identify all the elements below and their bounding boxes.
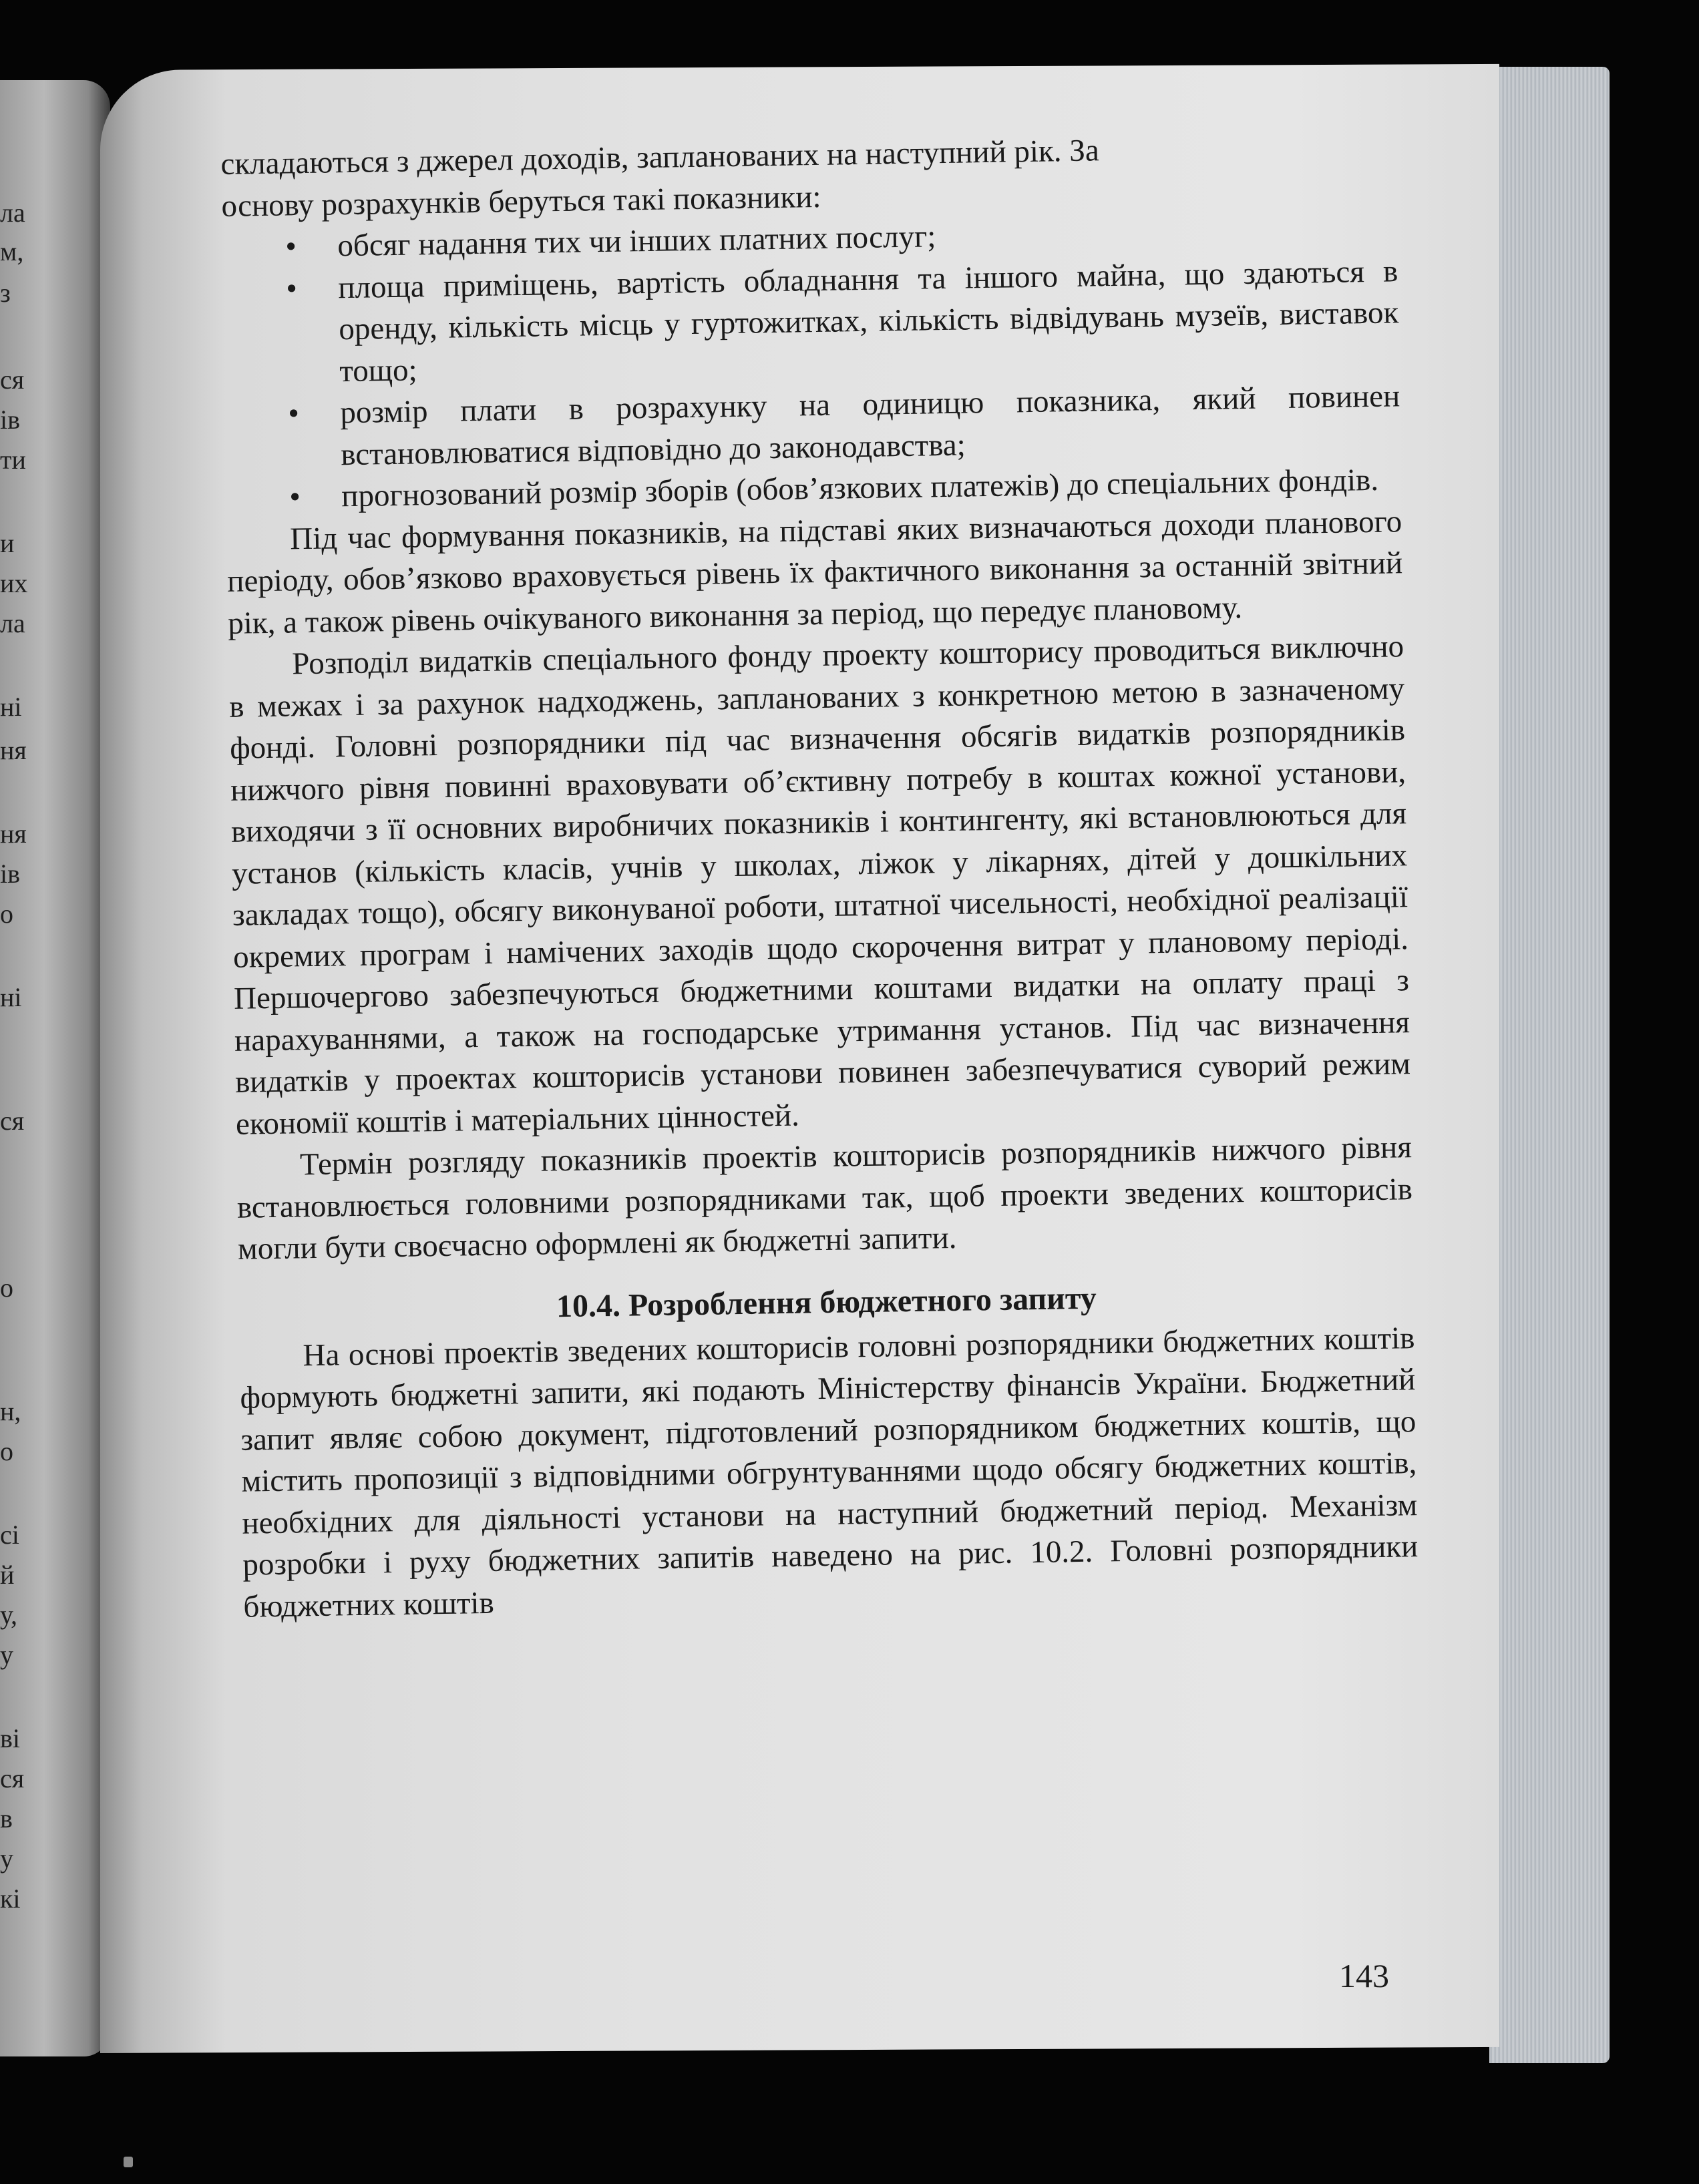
left-fragment: ні — [0, 982, 22, 1012]
left-fragment: й — [0, 1560, 15, 1590]
left-fragment: ла — [0, 198, 25, 228]
page-block-edge — [1489, 67, 1610, 2063]
left-fragment: о — [0, 1273, 13, 1303]
page-number: 143 — [1339, 1957, 1389, 1994]
left-fragment: у, — [0, 1600, 17, 1630]
body-paragraph: Розподіл видатків спеціального фонду проекту кошторису проводиться виключно в межах і за рахунок надходжень, запланованих з конкретною метою в зазначеному фонді. Головні розпорядники під час визначення обсягів видатків розпорядників нижчого рівня повинні враховувати об’єктивну потребу в коштах кожної установи, виходячи з її основних виробничих показників і контингенту, які встановлюються для установ (кількість класів, учнів у школах, ліжок у лікарнях, дітей у дошкільних закладах тощо), обсягу виконуваної роботи, штатної чисельності, необхідної реалізації окремих програм і намічених заходів щодо скорочення витрат у плановому періоді. Першочергово забезпечуються бюджетними коштами видатки на оплату праці з нарахуваннями, а також на господарське утримання установ. Під час визначення видатків у проектах кошторисів установи повинен забезпечуватися суворий режим економії коштів і матеріальних цінностей. — [228, 629, 1411, 1142]
intro-line: складаються з джерел доходів, запланованих на наступний рік. За — [220, 133, 1100, 182]
list-item-text: площа приміщень, вартість обладнання та іншого майна, що здаються в оренду, кількість місць у гуртожитках, кількість відвідувань музеїв, виставок тощо; — [338, 253, 1399, 389]
left-fragment: ся — [0, 1106, 25, 1136]
left-fragment: о — [0, 1436, 13, 1466]
dust-speck — [124, 2157, 133, 2167]
left-fragment: у — [0, 1843, 13, 1874]
left-fragment: н, — [0, 1396, 21, 1426]
left-fragment: з — [0, 278, 11, 308]
left-fragment: ні — [0, 692, 22, 722]
left-fragment: у — [0, 1640, 13, 1670]
left-fragment: кі — [0, 1884, 21, 1914]
list-item — [286, 250, 1400, 393]
body-paragraph: Під час формування показників, на підставі яких визначаються доходи планового періоду, обов’язково враховується рівень їх фактичного виконання за останній звітний рік, а також рівень очікуваного виконання за період, що передує плановому. — [226, 503, 1403, 641]
left-fragment: ся — [0, 365, 25, 395]
list-item-text: прогнозований розмір зборів (обов’язкових платежів) до спеціальних фондів. — [341, 462, 1379, 514]
list-item-text: обсяг надання тих чи інших платних послуг; — [337, 219, 936, 264]
bullet-icon: • — [285, 229, 297, 264]
body-paragraph: Термін розгляду показників проектів кошторисів розпорядників нижчого рівня встановлюється головними розпорядниками так, щоб проекти зведених кошторисів могли бути своєчасно оформлені як бюджетні запити. — [236, 1130, 1413, 1267]
left-fragment: сі — [0, 1520, 19, 1550]
left-fragment: ня — [0, 819, 27, 849]
left-fragment: м, — [0, 236, 24, 266]
left-fragment: и — [0, 528, 15, 558]
section-heading: 10.4. Розроблення бюджетного запиту — [556, 1280, 1097, 1324]
left-fragment: ів — [0, 405, 20, 435]
left-fragment: ти — [0, 445, 26, 475]
left-fragment: ві — [0, 1723, 20, 1753]
bullet-icon: • — [287, 396, 300, 431]
left-fragment: ня — [0, 735, 27, 765]
body-paragraph: На основі проектів зведених кошторисів головні розпорядники бюджетних коштів формують бюджетні запити, які подають Міністерству фінансів України. Бюджетний запит являє собою документ, підготовлений розпорядником бюджетних коштів, що містить пропозиції з відповідними обгрунтуваннями щодо обсягу бюджетних коштів, необхідних для діяльності установи на наступний бюджетний період. Механізм розробки і руху бюджетних запитів наведено на рис. 10.2. Головні розпорядники бюджетних коштів — [240, 1320, 1419, 1624]
page-text — [220, 125, 1419, 1627]
bullet-icon: • — [289, 479, 301, 515]
intro-line: основу розрахунків беруться такі показники: — [221, 179, 821, 224]
left-fragment: в — [0, 1803, 13, 1833]
list-item-text: розмір плати в розрахунку на одиницю показника, який повинен встановлюватися відповідно до законодавства; — [339, 379, 1400, 472]
left-fragment: ів — [0, 859, 20, 889]
bullet-icon: • — [286, 270, 298, 306]
left-fragment: их — [0, 568, 28, 598]
indicator-list — [222, 208, 1402, 519]
left-fragment: ла — [0, 608, 25, 638]
left-fragment: о — [0, 899, 13, 929]
left-fragment: ся — [0, 1763, 25, 1793]
left-page — [0, 80, 110, 2056]
